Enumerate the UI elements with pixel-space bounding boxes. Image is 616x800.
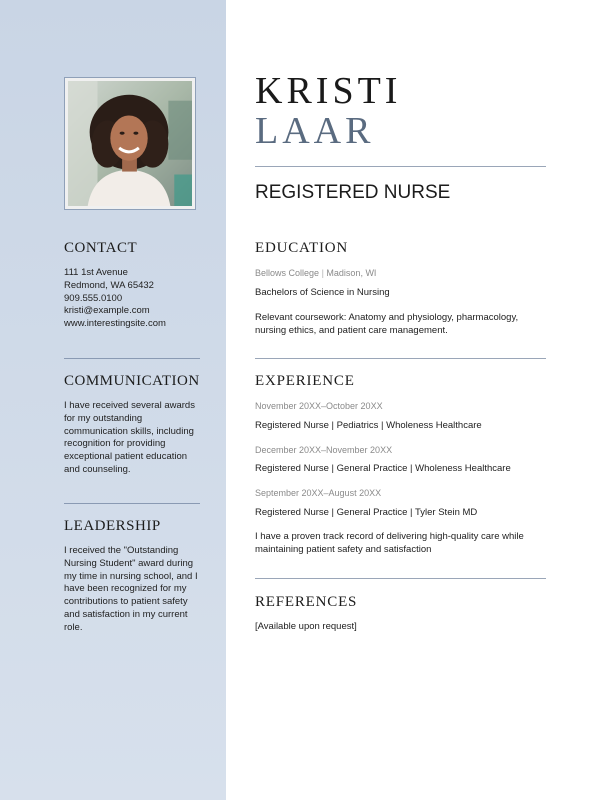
education-heading: EDUCATION [255,240,349,256]
experience-summary [255,531,545,556]
text-line: exceptional patient education [64,451,188,463]
website-address: www.interestingsite.com [64,318,166,330]
city-line: Redmond, WA 65432 [64,279,154,291]
phone-number: 909.555.0100 [64,292,123,304]
email-address: kristi@example.com [64,305,150,317]
text-line: I received the "Outstanding [64,545,179,556]
profile-photo [64,77,196,210]
text-line: maintaining patient safety and satisfaction [255,543,432,555]
school-location: Madison, WI [326,268,377,278]
section-divider [255,578,546,579]
text-line: Nursing Student" award during [64,557,194,569]
job-role: Registered Nurse | General Practice | Tyler Stein MD [255,507,478,518]
leadership-heading: LEADERSHIP [64,518,161,534]
section-divider [255,358,546,359]
contact-heading: CONTACT [64,240,138,256]
text-line: nursing ethics, and patient care management. [255,324,448,336]
text-line: I have a proven track record of delivering high-quality care while [255,531,524,542]
separator: | [321,268,324,278]
job-dates: September 20XX–August 20XX [255,488,382,498]
references-text: [Available upon request] [255,621,357,632]
text-line: have been recognized for my [64,583,187,595]
address-line: 111 1st Avenue [64,267,128,278]
job-role: Registered Nurse | General Practice | Wholeness Healthcare [255,463,511,474]
job-title: REGISTERED NURSE [255,182,451,203]
experience-heading: EXPERIENCE [255,373,355,389]
school-line [255,268,376,278]
communication-heading: COMMUNICATION [64,373,200,389]
text-line: for my outstanding [64,412,143,424]
leadership-text [64,545,204,635]
degree: Bachelors of Science in Nursing [255,287,390,298]
job-role: Registered Nurse | Pediatrics | Wholeness Healthcare [255,420,482,431]
communication-text [64,400,204,477]
sidebar-divider [64,358,200,359]
references-heading: REFERENCES [255,594,358,610]
text-line: role. [64,621,83,633]
header-divider [255,166,546,167]
text-line: contributions to patient safety [64,596,188,608]
text-line: and counseling. [64,463,131,475]
text-line: I have received several awards [64,400,195,411]
sidebar-divider [64,503,200,504]
text-line: and satisfaction in my current [64,608,188,620]
school-name: Bellows College [255,268,320,278]
text-line: Relevant coursework: Anatomy and physiology, pharmacology, [255,312,519,323]
job-dates: December 20XX–November 20XX [255,445,393,455]
text-line: communication skills, including [64,425,194,437]
job-dates: November 20XX–October 20XX [255,401,383,411]
contact-details [64,267,204,331]
coursework [255,312,545,337]
text-line: recognition for providing [64,438,166,450]
first-name: KRISTI [255,70,402,112]
last-name: LAAR [255,110,375,152]
text-line: my time in nursing school, and I [64,570,198,582]
